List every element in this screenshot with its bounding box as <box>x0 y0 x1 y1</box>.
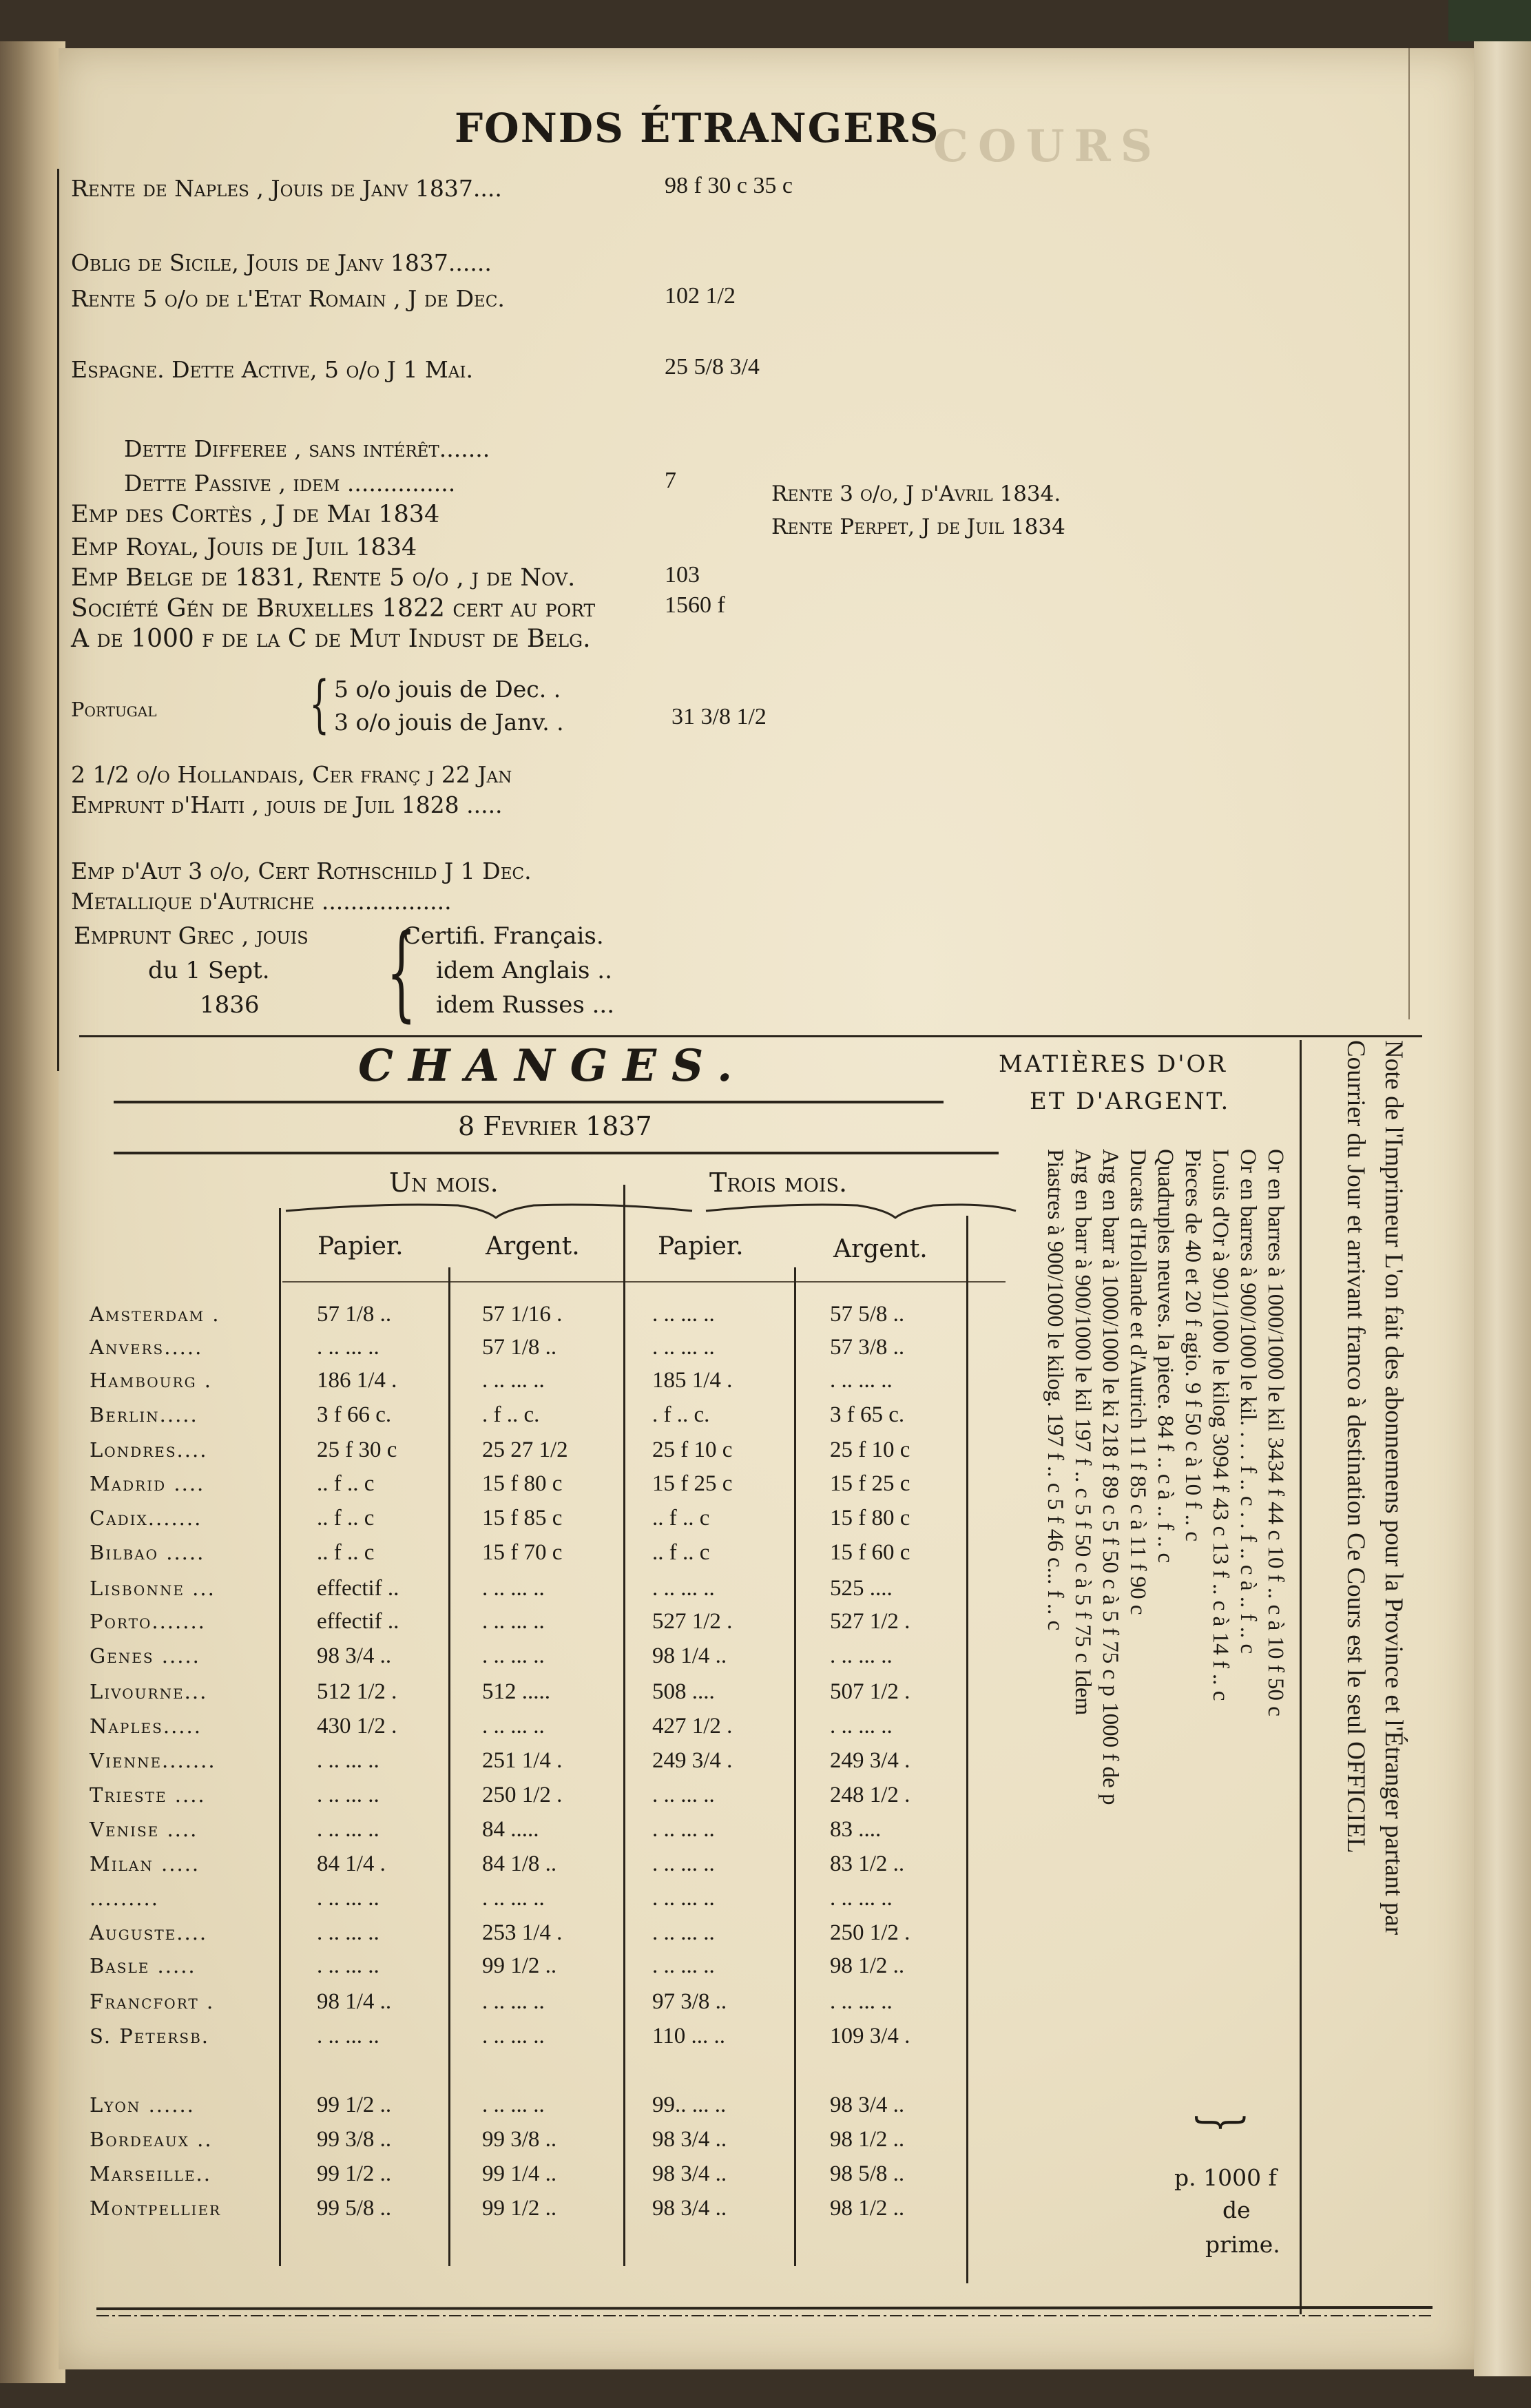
changes-cell: 84 1/8 .. <box>482 1851 557 1876</box>
changes-city: Naples..... <box>90 1714 202 1738</box>
changes-cell: 512 1/2 . <box>317 1679 397 1704</box>
changes-cell: .. f .. c <box>317 1506 375 1530</box>
matieres-title-1: MATIÈRES D'OR <box>999 1050 1228 1078</box>
fonds-row-label: Société Gén de Bruxelles 1822 cert au port <box>71 594 596 623</box>
section-divider <box>79 1035 1422 1037</box>
changes-cell: 110 ... .. <box>652 2024 726 2048</box>
changes-cell: 98 1/4 .. <box>317 1989 392 2014</box>
changes-city: Milan ..... <box>90 1852 200 1876</box>
fonds-row-label: Espagne. Dette Active, 5 o/o J 1 Mai. <box>71 356 473 383</box>
fonds-row-value: 1560 f <box>665 592 725 618</box>
changes-cell: 99 1/2 .. <box>482 2196 557 2221</box>
changes-cell: . .. ... .. <box>482 1368 545 1393</box>
changes-cell: .. f .. c <box>652 1506 710 1530</box>
fonds-row-label: Dette Differee , sans intérêt....... <box>124 435 490 462</box>
changes-cell: . .. ... .. <box>317 1817 379 1842</box>
fonds-row-label: Rente de Naples , Jouis de Janv 1837.... <box>71 175 502 202</box>
changes-city: S. Petersb. <box>90 2024 209 2048</box>
changes-title-rule <box>114 1101 944 1103</box>
changes-cell: 98 3/4 .. <box>317 1643 392 1668</box>
changes-cell: 57 1/16 . <box>482 1302 563 1327</box>
fonds-row-label: Metallique d'Autriche .................. <box>71 888 452 915</box>
changes-cell: . .. ... .. <box>652 1886 715 1911</box>
col-rule-1 <box>279 1208 281 2266</box>
matieres-line: Or en barres à 1000/1000 le kil 3434 f 44 c 10 f .. c à 10 f 50 c <box>1263 1149 1288 1716</box>
changes-cell: . .. ... .. <box>317 1748 379 1773</box>
bottom-ornamental-rule <box>96 2301 1439 2328</box>
changes-city: Berlin..... <box>90 1403 198 1426</box>
changes-city: Lyon ...... <box>90 2093 195 2117</box>
grec-cert-francais: Certifi. Français. <box>403 922 604 950</box>
changes-cell: 97 3/8 .. <box>652 1989 727 2014</box>
changes-cell: . .. ... .. <box>317 1953 379 1978</box>
changes-city: Basle ..... <box>90 1954 196 1978</box>
changes-cell: 57 1/8 .. <box>482 1335 557 1360</box>
fonds-row-value: 103 <box>665 562 700 588</box>
papier-header-1: Papier. <box>317 1232 404 1260</box>
changes-city: Francfort . <box>90 1990 215 2013</box>
changes-cell: effectif .. <box>317 1609 399 1634</box>
changes-cell: .. f .. c <box>317 1540 375 1565</box>
col-rule-5 <box>966 1216 968 2283</box>
fonds-row-label: 2 1/2 o/o Hollandais, Cer franç j 22 Jan <box>71 761 512 788</box>
changes-cell: 98 5/8 .. <box>830 2161 905 2186</box>
changes-city: Cadix....... <box>90 1506 202 1530</box>
fonds-row-value: 102 1/2 <box>665 283 736 309</box>
argent-header-2: Argent. <box>833 1235 928 1263</box>
changes-title: CHANGES. <box>358 1040 748 1092</box>
changes-cell: 98 3/4 .. <box>652 2196 727 2221</box>
portugal-value: 31 3/8 1/2 <box>671 704 767 729</box>
changes-cell: effectif .. <box>317 1576 399 1601</box>
changes-cell: 84 1/4 . <box>317 1851 386 1876</box>
changes-cell: 83 1/2 .. <box>830 1851 905 1876</box>
matieres-note-rule <box>1300 1040 1302 2314</box>
frame-right-rule <box>1408 48 1410 1019</box>
changes-cell: 507 1/2 . <box>830 1679 910 1704</box>
changes-cell: 186 1/4 . <box>317 1368 397 1393</box>
column-header-flourishes <box>279 1197 1023 1225</box>
grec-idem-anglais: idem Anglais .. <box>436 957 612 984</box>
matieres-line: Ducats d'Hollande et d'Autrich 11 f 85 c à 11 f 90 c <box>1125 1149 1150 1615</box>
cover-corner <box>1448 0 1531 41</box>
changes-city: Bilbao ..... <box>90 1541 205 1564</box>
changes-cell: 185 1/4 . <box>652 1368 733 1393</box>
portugal-line-1: 5 o/o jouis de Dec. . <box>334 676 561 703</box>
changes-cell: . .. ... .. <box>482 1609 545 1634</box>
document-page <box>59 48 1474 2369</box>
changes-cell: 527 1/2 . <box>830 1609 910 1634</box>
changes-date: 8 Fevrier 1837 <box>458 1111 652 1141</box>
fonds-row-value: 25 5/8 3/4 <box>665 354 760 380</box>
changes-cell: . .. ... .. <box>652 1335 715 1360</box>
changes-cell: 99 1/4 .. <box>482 2161 557 2186</box>
matieres-line: Quadruples neuves. la piece. 84 f .. c à .. f .. c <box>1153 1149 1178 1564</box>
matieres-line: Arg en barr à 900/1000 le kil 197 f .. c 5 f 50 c à 5 f 75 c Idem <box>1070 1149 1095 1716</box>
changes-cell: 25 f 10 c <box>652 1437 733 1462</box>
changes-cell: . .. ... .. <box>652 1953 715 1978</box>
grec-brace: { <box>386 913 417 1032</box>
changes-cell: . .. ... .. <box>317 2024 379 2048</box>
changes-cell: . .. ... .. <box>482 1643 545 1668</box>
changes-cell: . .. ... .. <box>830 1714 893 1738</box>
changes-cell: 15 f 80 c <box>830 1506 910 1530</box>
changes-cell: . .. ... .. <box>317 1886 379 1911</box>
changes-cell: 57 5/8 .. <box>830 1302 905 1327</box>
changes-date-rule <box>114 1152 999 1154</box>
changes-cell: . .. ... .. <box>652 1851 715 1876</box>
changes-cell: 109 3/4 . <box>830 2024 910 2048</box>
un-mois-header: Un mois. <box>389 1167 499 1198</box>
changes-cell: . f .. c. <box>652 1402 710 1427</box>
changes-cell: 84 ..... <box>482 1817 539 1842</box>
changes-city: Lisbonne ... <box>90 1577 216 1600</box>
imprimeur-note-line-2: Courrier du Jour et arrivant franco à destination Ce Cours est le seul OFFICIEL <box>1342 1040 1370 1854</box>
matieres-line: Piastres à 900/1000 le kilog. 197 f .. c 5 f 46 c... f .. c <box>1043 1149 1067 1631</box>
fonds-row-label: Emp d'Aut 3 o/o, Cert Rothschild J 1 Dec. <box>71 858 532 884</box>
changes-cell: 253 1/4 . <box>482 1920 563 1945</box>
changes-cell: . .. ... .. <box>317 1783 379 1807</box>
matieres-title-2: ET D'ARGENT. <box>1030 1088 1231 1115</box>
changes-cell: . .. ... .. <box>482 1576 545 1601</box>
changes-cell: 83 .... <box>830 1817 882 1842</box>
frame-left-rule <box>57 169 59 1071</box>
changes-cell: . .. ... .. <box>482 1886 545 1911</box>
matieres-brace: } <box>1190 2112 1255 2133</box>
changes-cell: 98 1/2 .. <box>830 2127 905 2152</box>
changes-cell: 99 3/8 .. <box>317 2127 392 2152</box>
changes-cell: . .. ... .. <box>317 1335 379 1360</box>
rente-perpet-label: Rente Perpet, J de Juil 1834 <box>771 515 1065 539</box>
changes-cell: 98 1/2 .. <box>830 2196 905 2221</box>
changes-cell: 99 3/8 .. <box>482 2127 557 2152</box>
changes-cell: 15 f 70 c <box>482 1540 563 1565</box>
changes-city: Vienne....... <box>90 1749 216 1772</box>
changes-cell: . .. ... .. <box>482 2024 545 2048</box>
changes-cell: . .. ... .. <box>482 2093 545 2117</box>
changes-cell: . .. ... .. <box>830 1989 893 2014</box>
grec-line-1: Emprunt Grec , jouis <box>74 922 309 950</box>
changes-city: Marseille.. <box>90 2162 211 2186</box>
changes-cell: 15 f 80 c <box>482 1471 563 1496</box>
changes-cell: 249 3/4 . <box>652 1748 733 1773</box>
col-rule-3 <box>623 1185 625 2266</box>
fonds-row-label: Emp Belge de 1831, Rente 5 o/o , j de Nov. <box>71 564 576 592</box>
changes-cell: 250 1/2 . <box>830 1920 910 1945</box>
trois-mois-header: Trois mois. <box>709 1167 848 1198</box>
changes-city: ......... <box>90 1887 159 1910</box>
fonds-row-label: Oblig de Sicile, Jouis de Janv 1837...... <box>71 249 492 276</box>
changes-cell: . .. ... .. <box>652 1817 715 1842</box>
changes-cell: . .. ... .. <box>317 1920 379 1945</box>
changes-cell: 98 3/4 .. <box>652 2161 727 2186</box>
changes-cell: 250 1/2 . <box>482 1783 563 1807</box>
fonds-row-label: Emp Royal, Jouis de Juil 1834 <box>71 534 417 561</box>
changes-cell: 98 1/4 .. <box>652 1643 727 1668</box>
changes-cell: 15 f 85 c <box>482 1506 563 1530</box>
changes-cell: 98 3/4 .. <box>652 2127 727 2152</box>
changes-cell: 98 1/2 .. <box>830 1953 905 1978</box>
portugal-line-2: 3 o/o jouis de Janv. . <box>334 709 564 736</box>
changes-cell: 25 27 1/2 <box>482 1437 568 1462</box>
changes-city: Madrid .... <box>90 1472 205 1495</box>
changes-city: Anvers..... <box>90 1336 203 1359</box>
prime-line-1: p. 1000 f <box>1174 2164 1277 2191</box>
changes-cell: 251 1/4 . <box>482 1748 563 1773</box>
changes-cell: . .. ... .. <box>482 1714 545 1738</box>
changes-city: Londres.... <box>90 1438 208 1462</box>
changes-cell: . .. ... .. <box>830 1886 893 1911</box>
changes-cell: 99 1/2 .. <box>317 2161 392 2186</box>
changes-cell: . .. ... .. <box>652 1302 715 1327</box>
papier-header-2: Papier. <box>658 1232 744 1260</box>
changes-cell: 525 .... <box>830 1576 893 1601</box>
prime-line-2: de <box>1222 2197 1251 2223</box>
fonds-row-label: Dette Passive , idem ............... <box>124 470 456 497</box>
changes-cell: 430 1/2 . <box>317 1714 397 1738</box>
changes-cell: 3 f 66 c. <box>317 1402 392 1427</box>
changes-cell: 15 f 60 c <box>830 1540 910 1565</box>
changes-cell: . .. ... .. <box>652 1920 715 1945</box>
fonds-row-label: Emprunt d'Haiti , jouis de Juil 1828 ..... <box>71 791 503 818</box>
changes-cell: .. f .. c <box>317 1471 375 1496</box>
changes-cell: .. f .. c <box>652 1540 710 1565</box>
changes-city: Bordeaux .. <box>90 2128 213 2151</box>
changes-cell: 99 5/8 .. <box>317 2196 392 2221</box>
imprimeur-note-line-1: Note de l'Imprimeur L'on fait des abonnemens pour la Province et l'Étranger partant par <box>1379 1040 1408 1935</box>
matieres-line: Louis d'Or à 901/1000 le kilog 3094 f 43 c 13 f .. c à 14 f .. c <box>1208 1149 1233 1701</box>
page-title: FONDS ÉTRANGERS <box>455 105 940 152</box>
book-spine <box>0 41 65 2383</box>
changes-cell: . .. ... .. <box>652 1783 715 1807</box>
changes-cell: 3 f 65 c. <box>830 1402 905 1427</box>
changes-cell: 427 1/2 . <box>652 1714 733 1738</box>
changes-city: Venise .... <box>90 1818 198 1841</box>
changes-cell: 249 3/4 . <box>830 1748 910 1773</box>
fonds-row-label: Rente 5 o/o de l'Etat Romain , J de Dec. <box>71 285 505 312</box>
grec-line-3: 1836 <box>200 991 260 1019</box>
page-edge <box>1474 41 1531 2376</box>
changes-city: Amsterdam . <box>90 1302 220 1326</box>
changes-city: Hambourg . <box>90 1369 213 1392</box>
fonds-row-value: 98 f 30 c 35 c <box>665 173 793 198</box>
rente-3-label: Rente 3 o/o, J d'Avril 1834. <box>771 481 1061 506</box>
fonds-row-label: A de 1000 f de la C de Mut Indust de Belg. <box>71 625 591 653</box>
changes-city: Genes ..... <box>90 1644 200 1668</box>
subheader-rule <box>282 1281 1006 1283</box>
changes-city: Montpellier <box>90 2197 222 2220</box>
changes-cell: . .. ... .. <box>830 1368 893 1393</box>
argent-header-1: Argent. <box>486 1232 580 1260</box>
matieres-line: Or en barres à 900/1000 le kil. . . . f .. c . . f .. c à .. f .. c <box>1236 1149 1260 1654</box>
changes-city: Porto....... <box>90 1610 206 1633</box>
matieres-line: Pieces de 40 et 20 f agio. 9 f 50 c à 10 f .. c <box>1180 1149 1205 1542</box>
changes-cell: 512 ..... <box>482 1679 550 1704</box>
changes-cell: 248 1/2 . <box>830 1783 910 1807</box>
changes-cell: 25 f 30 c <box>317 1437 397 1462</box>
changes-cell: . f .. c. <box>482 1402 540 1427</box>
changes-city: Livourne... <box>90 1680 208 1703</box>
grec-line-2: du 1 Sept. <box>148 957 270 984</box>
changes-cell: 99.. ... .. <box>652 2093 727 2117</box>
changes-cell: . .. ... .. <box>830 1643 893 1668</box>
changes-cell: 527 1/2 . <box>652 1609 733 1634</box>
fonds-row-value: 7 <box>665 468 676 493</box>
col-rule-4 <box>794 1267 796 2266</box>
matieres-line: Arg en barr à 1000/1000 le ki 218 f 89 c 5 f 50 c à 5 f 75 c p 1000 f de p <box>1098 1149 1123 1805</box>
grec-idem-russes: idem Russes ... <box>436 991 615 1019</box>
changes-cell: 57 3/8 .. <box>830 1335 905 1360</box>
changes-cell: 99 1/2 .. <box>317 2093 392 2117</box>
changes-cell: 57 1/8 .. <box>317 1302 392 1327</box>
changes-cell: . .. ... .. <box>482 1989 545 2014</box>
portugal-label: Portugal <box>71 698 157 721</box>
bleed-through-mark: COURS <box>933 121 1162 172</box>
changes-cell: 508 .... <box>652 1679 715 1704</box>
changes-cell: 25 f 10 c <box>830 1437 910 1462</box>
changes-cell: 98 3/4 .. <box>830 2093 905 2117</box>
changes-cell: 99 1/2 .. <box>482 1953 557 1978</box>
changes-cell: 15 f 25 c <box>830 1471 910 1496</box>
prime-line-3: prime. <box>1205 2231 1280 2258</box>
changes-city: Trieste .... <box>90 1783 206 1807</box>
changes-cell: . .. ... .. <box>652 1576 715 1601</box>
changes-cell: 15 f 25 c <box>652 1471 733 1496</box>
portugal-brace: { <box>309 668 329 740</box>
col-rule-2 <box>448 1267 450 2266</box>
changes-city: Auguste.... <box>90 1921 208 1944</box>
fonds-row-label: Emp des Cortès , J de Mai 1834 <box>71 501 440 528</box>
